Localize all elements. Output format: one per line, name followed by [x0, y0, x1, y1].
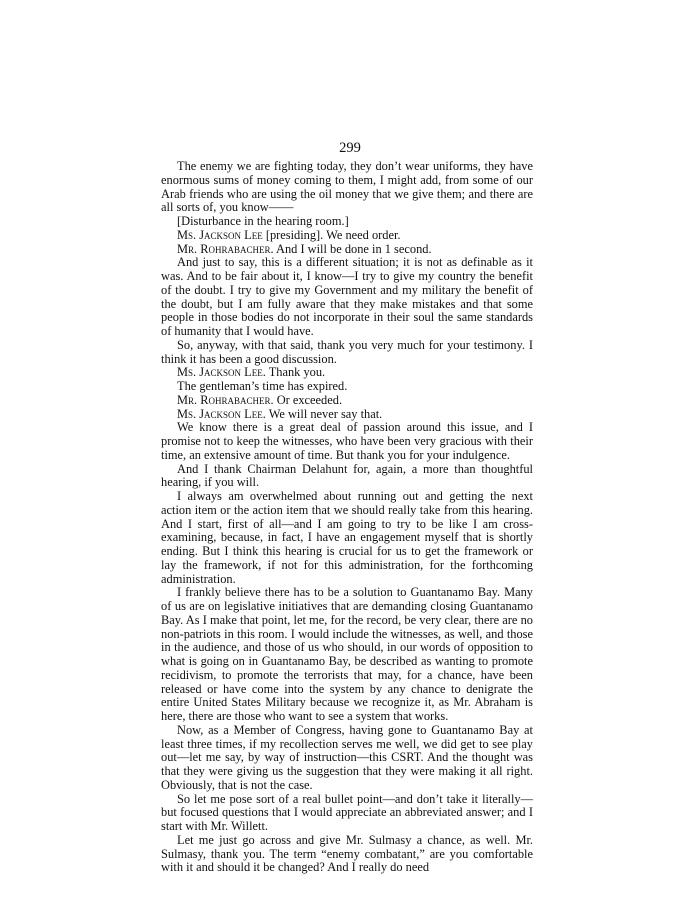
page-number: 299 [339, 140, 361, 156]
paragraph: We know there is a great deal of passion around this issue, and I promise not to keep the witnesses, who have been very gracious with their time, an extensive amount of time. But thank you for your indulgence. [161, 420, 533, 462]
paragraph: I always am overwhelmed about running out and getting the next action item or the action item that we should really take from this hearing. And I start, first of all—and I am going to try to be like I am cross-examining, because, in fact, I have an engagement myself that is shortly ending. But I think this hearing is crucial for us to get the framework or lay the framework, if not for this administration, for the forthcoming administration. [161, 489, 533, 586]
speaker-name: Ms. Jackson Lee [177, 365, 263, 380]
speaker-name: Mr. Rohrabacher [177, 241, 271, 256]
speaker-name: Ms. Jackson Lee [177, 406, 263, 421]
paragraph: Mr. Rohrabacher. And I will be done in 1 second. [177, 241, 432, 256]
speaker-name: Ms. Jackson Lee [177, 227, 263, 242]
paragraph: I frankly believe there has to be a solution to Guantanamo Bay. Many of us are on legislative initiatives that are demanding closing Guantanamo Bay. As I make that point, let me, for the record, be very clear, there are no non-patriots in this room. I would include the witnesses, as well, and those in the audience, and those of us who should, in our words of opposition to what is going on in Guantanamo Bay, be described as wanting to promote recidivism, to promote the terrorists that may, for a chance, have been released or have come into the system by any chance to denigrate the entire United States Military because we recognize it, as Mr. Abraham is here, there are those who want to see a system that works. [161, 585, 533, 723]
paragraph: Now, as a Member of Congress, having gone to Guantanamo Bay at least three times, if my recollection serves me well, we did get to see play out—let me say, by way of instruction—this CSRT. And the thought was that they were giving us the suggestion that they were making it all right. Obviously, that is not the case. [161, 722, 533, 792]
paragraph: [Disturbance in the hearing room.] [177, 214, 349, 228]
paragraph: Mr. Rohrabacher. Or exceeded. [177, 392, 343, 407]
paragraph: Ms. Jackson Lee. We will never say that. [177, 406, 383, 421]
paragraph: The gentleman’s time has expired. [177, 379, 348, 393]
paragraph: So, anyway, with that said, thank you very much for your testimony. I think it has been a good discussion. [161, 337, 533, 366]
paragraph: Ms. Jackson Lee. Thank you. [177, 365, 326, 380]
speaker-name: Mr. Rohrabacher [177, 392, 271, 407]
paragraph: The enemy we are fighting today, they don’t wear uniforms, they have enormous sums of money coming to them, I might add, from some of our Arab friends who are using the oil money that we give them; and there are all sorts of, you know—— [161, 159, 533, 215]
transcript-body [161, 160, 533, 875]
paragraph: And I thank Chairman Delahunt for, again, a more than thoughtful hearing, if you will. [161, 461, 533, 490]
paragraph: And just to say, this is a different situation; it is not as definable as it was. And to be fair about it, I know—I try to give my country the benefit of the doubt. I try to give my Government and my military the benefit of the doubt, but I am fully aware that they make mistakes and that some people in those bodies do not incorporate in their soul the same standards of humanity that I would have. [161, 255, 533, 338]
paragraph: So let me pose sort of a real bullet point—and don’t take it literally—but focused questions that I would appreciate an abbreviated answer; and I start with Mr. Willett. [161, 791, 533, 833]
paragraph: Ms. Jackson Lee [presiding]. We need order. [177, 227, 401, 242]
paragraph: Let me just go across and give Mr. Sulmasy a chance, as well. Mr. Sulmasy, thank you. The term “enemy combatant,” are you comfortable with it and should it be changed? And I really do need [161, 832, 533, 875]
